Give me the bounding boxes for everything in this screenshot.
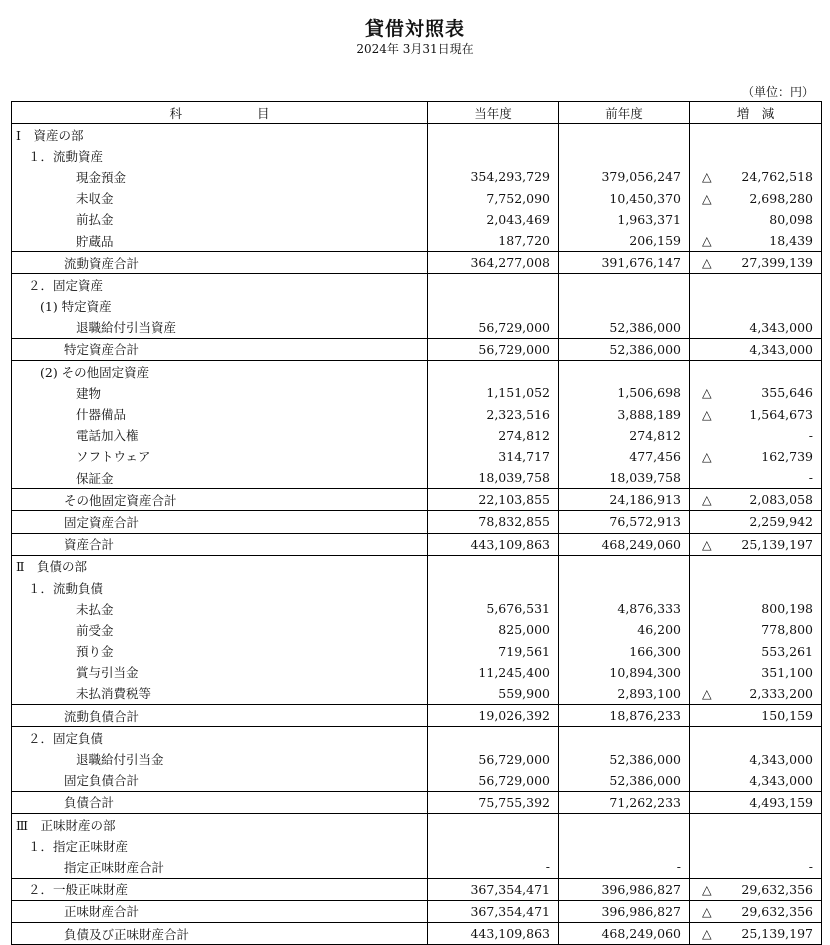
change-value: 2,698,280 <box>749 190 813 206</box>
change-value: 2,083,058 <box>749 492 813 508</box>
table-row <box>12 489 822 511</box>
previous-year-value: 391,676,147 <box>559 252 690 274</box>
change-cell <box>690 878 822 900</box>
row-label: (2) その他固定資産 <box>12 361 428 383</box>
table-row <box>12 230 822 252</box>
row-label: Ⅰ 資産の部 <box>12 124 428 146</box>
current-year-value <box>428 835 559 856</box>
row-label: 未払金 <box>12 598 428 619</box>
previous-year-value: 3,888,189 <box>559 403 690 424</box>
change-cell <box>690 555 822 577</box>
table-row <box>12 467 822 489</box>
decrease-triangle-icon: △ <box>702 233 712 249</box>
current-year-value <box>428 814 559 836</box>
current-year-value: 443,109,863 <box>428 922 559 944</box>
current-year-value: 314,717 <box>428 446 559 467</box>
change-value: 553,261 <box>761 643 813 659</box>
row-label: 流動負債合計 <box>12 705 428 727</box>
balance-sheet-table <box>11 101 822 945</box>
change-cell <box>690 727 822 749</box>
previous-year-value: 71,262,233 <box>559 791 690 813</box>
table-row <box>12 188 822 209</box>
change-cell <box>690 166 822 187</box>
current-year-value <box>428 124 559 146</box>
current-year-value: 364,277,008 <box>428 252 559 274</box>
previous-year-value: 396,986,827 <box>559 900 690 922</box>
row-label: 固定負債合計 <box>12 770 428 792</box>
header-change: 増 減 <box>690 102 822 124</box>
change-cell <box>690 124 822 146</box>
change-value: 1,564,673 <box>749 406 813 422</box>
change-cell <box>690 511 822 533</box>
change-cell <box>690 489 822 511</box>
table-body <box>12 124 822 945</box>
change-cell <box>690 446 822 467</box>
header-current-year: 当年度 <box>428 102 559 124</box>
previous-year-value: - <box>559 856 690 878</box>
change-cell <box>690 598 822 619</box>
previous-year-value: 52,386,000 <box>559 338 690 360</box>
change-value: 778,800 <box>761 622 813 638</box>
table-row <box>12 124 822 146</box>
change-value: 162,739 <box>761 448 813 464</box>
change-cell <box>690 619 822 640</box>
change-cell <box>690 296 822 317</box>
decrease-triangle-icon: △ <box>702 255 712 271</box>
current-year-value: 78,832,855 <box>428 511 559 533</box>
change-cell <box>690 533 822 555</box>
change-value: - <box>808 859 813 875</box>
previous-year-value: 166,300 <box>559 641 690 662</box>
table-row <box>12 317 822 339</box>
change-cell <box>690 209 822 230</box>
table-row <box>12 577 822 598</box>
table-row <box>12 748 822 769</box>
previous-year-value: 52,386,000 <box>559 317 690 339</box>
previous-year-value: 18,876,233 <box>559 705 690 727</box>
table-row <box>12 878 822 900</box>
table-row <box>12 835 822 856</box>
table-row <box>12 619 822 640</box>
table-row <box>12 727 822 749</box>
previous-year-value <box>559 814 690 836</box>
row-label: 特定資産合計 <box>12 338 428 360</box>
table-row <box>12 856 822 878</box>
row-label: 固定資産合計 <box>12 511 428 533</box>
current-year-value: 559,900 <box>428 683 559 705</box>
current-year-value: 56,729,000 <box>428 748 559 769</box>
change-cell <box>690 922 822 944</box>
decrease-triangle-icon: △ <box>702 448 712 464</box>
previous-year-value: 52,386,000 <box>559 748 690 769</box>
previous-year-value: 76,572,913 <box>559 511 690 533</box>
change-cell <box>690 770 822 792</box>
table-row <box>12 598 822 619</box>
current-year-value: 56,729,000 <box>428 317 559 339</box>
current-year-value <box>428 296 559 317</box>
document-title: 貸借対照表 <box>364 18 465 40</box>
current-year-value: 825,000 <box>428 619 559 640</box>
row-label: 資産合計 <box>12 533 428 555</box>
change-value: 800,198 <box>761 601 813 617</box>
table-row <box>12 425 822 446</box>
unit-label: （単位：円） <box>741 85 814 99</box>
change-value: 27,399,139 <box>741 255 813 271</box>
table-row <box>12 555 822 577</box>
change-cell <box>690 382 822 403</box>
change-value: 25,139,197 <box>741 926 813 942</box>
row-label: 前払金 <box>12 209 428 230</box>
previous-year-value: 468,249,060 <box>559 922 690 944</box>
current-year-value <box>428 361 559 383</box>
current-year-value <box>428 145 559 166</box>
change-cell <box>690 748 822 769</box>
change-value: 4,343,000 <box>749 341 813 357</box>
current-year-value: 187,720 <box>428 230 559 252</box>
current-year-value: 367,354,471 <box>428 878 559 900</box>
table-row <box>12 446 822 467</box>
current-year-value: 367,354,471 <box>428 900 559 922</box>
table-row <box>12 252 822 274</box>
change-value: 18,439 <box>769 233 813 249</box>
change-cell <box>690 467 822 489</box>
change-cell <box>690 274 822 296</box>
row-label: ２．固定資産 <box>12 274 428 296</box>
table-row <box>12 662 822 683</box>
current-year-value: 11,245,400 <box>428 662 559 683</box>
change-value: 29,632,356 <box>741 903 813 919</box>
previous-year-value: 4,876,333 <box>559 598 690 619</box>
table-row <box>12 683 822 705</box>
row-label: (1) 特定資産 <box>12 296 428 317</box>
row-label: 前受金 <box>12 619 428 640</box>
table-row <box>12 403 822 424</box>
previous-year-value: 477,456 <box>559 446 690 467</box>
change-value: 4,493,159 <box>749 794 813 810</box>
previous-year-value: 52,386,000 <box>559 770 690 792</box>
row-label: 賞与引当金 <box>12 662 428 683</box>
current-year-value: 75,755,392 <box>428 791 559 813</box>
change-cell <box>690 856 822 878</box>
row-label: ソフトウェア <box>12 446 428 467</box>
previous-year-value: 1,963,371 <box>559 209 690 230</box>
table-row <box>12 382 822 403</box>
change-value: 80,098 <box>769 211 813 227</box>
current-year-value <box>428 577 559 598</box>
row-label: 未払消費税等 <box>12 683 428 705</box>
current-year-value: 18,039,758 <box>428 467 559 489</box>
change-value: - <box>808 470 813 486</box>
change-cell <box>690 662 822 683</box>
change-cell <box>690 835 822 856</box>
current-year-value: 22,103,855 <box>428 489 559 511</box>
row-label: 指定正味財産合計 <box>12 856 428 878</box>
decrease-triangle-icon: △ <box>702 903 712 919</box>
previous-year-value: 24,186,913 <box>559 489 690 511</box>
change-cell <box>690 252 822 274</box>
row-label: その他固定資産合計 <box>12 489 428 511</box>
current-year-value: 354,293,729 <box>428 166 559 187</box>
table-row <box>12 814 822 836</box>
change-value: - <box>808 427 813 443</box>
change-value: 355,646 <box>761 385 813 401</box>
table-row <box>12 274 822 296</box>
change-cell <box>690 230 822 252</box>
row-label: 負債及び正味財産合計 <box>12 922 428 944</box>
previous-year-value <box>559 555 690 577</box>
row-label: Ⅲ 正味財産の部 <box>12 814 428 836</box>
previous-year-value: 1,506,698 <box>559 382 690 403</box>
change-value: 351,100 <box>761 664 813 680</box>
previous-year-value <box>559 145 690 166</box>
table-row <box>12 361 822 383</box>
decrease-triangle-icon: △ <box>702 169 712 185</box>
row-label: 保証金 <box>12 467 428 489</box>
previous-year-value: 206,159 <box>559 230 690 252</box>
row-label: 什器備品 <box>12 403 428 424</box>
current-year-value: 7,752,090 <box>428 188 559 209</box>
row-label: １．流動負債 <box>12 577 428 598</box>
current-year-value <box>428 555 559 577</box>
row-label: １．指定正味財産 <box>12 835 428 856</box>
change-value: 4,343,000 <box>749 319 813 335</box>
previous-year-value <box>559 124 690 146</box>
table-row <box>12 209 822 230</box>
row-label: 貯蔵品 <box>12 230 428 252</box>
previous-year-value: 10,450,370 <box>559 188 690 209</box>
change-value: 150,159 <box>761 708 813 724</box>
report-date: 2024年 3月31日現在 <box>356 42 474 56</box>
change-cell <box>690 188 822 209</box>
change-value: 24,762,518 <box>741 169 813 185</box>
previous-year-value <box>559 577 690 598</box>
row-label: 退職給付引当資産 <box>12 317 428 339</box>
table-row <box>12 922 822 944</box>
row-label: Ⅱ 負債の部 <box>12 555 428 577</box>
change-cell <box>690 338 822 360</box>
row-label: 負債合計 <box>12 791 428 813</box>
change-cell <box>690 814 822 836</box>
current-year-value: 274,812 <box>428 425 559 446</box>
decrease-triangle-icon: △ <box>702 385 712 401</box>
table-row <box>12 533 822 555</box>
previous-year-value <box>559 727 690 749</box>
change-value: 2,333,200 <box>749 685 813 701</box>
table-row <box>12 338 822 360</box>
change-cell <box>690 791 822 813</box>
current-year-value: 719,561 <box>428 641 559 662</box>
row-label: 正味財産合計 <box>12 900 428 922</box>
change-cell <box>690 705 822 727</box>
table-row <box>12 770 822 792</box>
current-year-value: 2,323,516 <box>428 403 559 424</box>
table-row <box>12 705 822 727</box>
change-cell <box>690 317 822 339</box>
previous-year-value <box>559 274 690 296</box>
header-previous-year: 前年度 <box>559 102 690 124</box>
previous-year-value <box>559 835 690 856</box>
decrease-triangle-icon: △ <box>702 926 712 942</box>
change-value: 4,343,000 <box>749 772 813 788</box>
row-label: ２．一般正味財産 <box>12 878 428 900</box>
previous-year-value <box>559 361 690 383</box>
current-year-value: 5,676,531 <box>428 598 559 619</box>
change-cell <box>690 361 822 383</box>
current-year-value: - <box>428 856 559 878</box>
change-cell <box>690 403 822 424</box>
previous-year-value: 274,812 <box>559 425 690 446</box>
previous-year-value: 396,986,827 <box>559 878 690 900</box>
change-cell <box>690 683 822 705</box>
previous-year-value <box>559 296 690 317</box>
table-header-row <box>12 102 822 124</box>
table-row <box>12 511 822 533</box>
previous-year-value: 379,056,247 <box>559 166 690 187</box>
previous-year-value: 18,039,758 <box>559 467 690 489</box>
decrease-triangle-icon: △ <box>702 685 712 701</box>
row-label: １．流動資産 <box>12 145 428 166</box>
change-value: 25,139,197 <box>741 536 813 552</box>
table-row <box>12 145 822 166</box>
previous-year-value: 2,893,100 <box>559 683 690 705</box>
current-year-value: 1,151,052 <box>428 382 559 403</box>
decrease-triangle-icon: △ <box>702 536 712 552</box>
change-value: 4,343,000 <box>749 751 813 767</box>
decrease-triangle-icon: △ <box>702 881 712 897</box>
row-label: 現金預金 <box>12 166 428 187</box>
row-label: 電話加入権 <box>12 425 428 446</box>
table-row <box>12 900 822 922</box>
current-year-value: 443,109,863 <box>428 533 559 555</box>
current-year-value: 2,043,469 <box>428 209 559 230</box>
current-year-value <box>428 274 559 296</box>
current-year-value: 56,729,000 <box>428 338 559 360</box>
header-item: 科 目 <box>12 102 428 124</box>
change-cell <box>690 900 822 922</box>
previous-year-value: 10,894,300 <box>559 662 690 683</box>
row-label: 建物 <box>12 382 428 403</box>
current-year-value: 56,729,000 <box>428 770 559 792</box>
previous-year-value: 468,249,060 <box>559 533 690 555</box>
current-year-value <box>428 727 559 749</box>
change-cell <box>690 425 822 446</box>
change-cell <box>690 577 822 598</box>
table-row <box>12 641 822 662</box>
change-cell <box>690 145 822 166</box>
row-label: 退職給付引当金 <box>12 748 428 769</box>
change-cell <box>690 641 822 662</box>
decrease-triangle-icon: △ <box>702 190 712 206</box>
change-value: 2,259,942 <box>749 514 813 530</box>
row-label: 未収金 <box>12 188 428 209</box>
change-value: 29,632,356 <box>741 881 813 897</box>
table-row <box>12 791 822 813</box>
decrease-triangle-icon: △ <box>702 406 712 422</box>
decrease-triangle-icon: △ <box>702 492 712 508</box>
row-label: 流動資産合計 <box>12 252 428 274</box>
table-row <box>12 296 822 317</box>
previous-year-value: 46,200 <box>559 619 690 640</box>
row-label: 預り金 <box>12 641 428 662</box>
current-year-value: 19,026,392 <box>428 705 559 727</box>
table-row <box>12 166 822 187</box>
row-label: ２．固定負債 <box>12 727 428 749</box>
